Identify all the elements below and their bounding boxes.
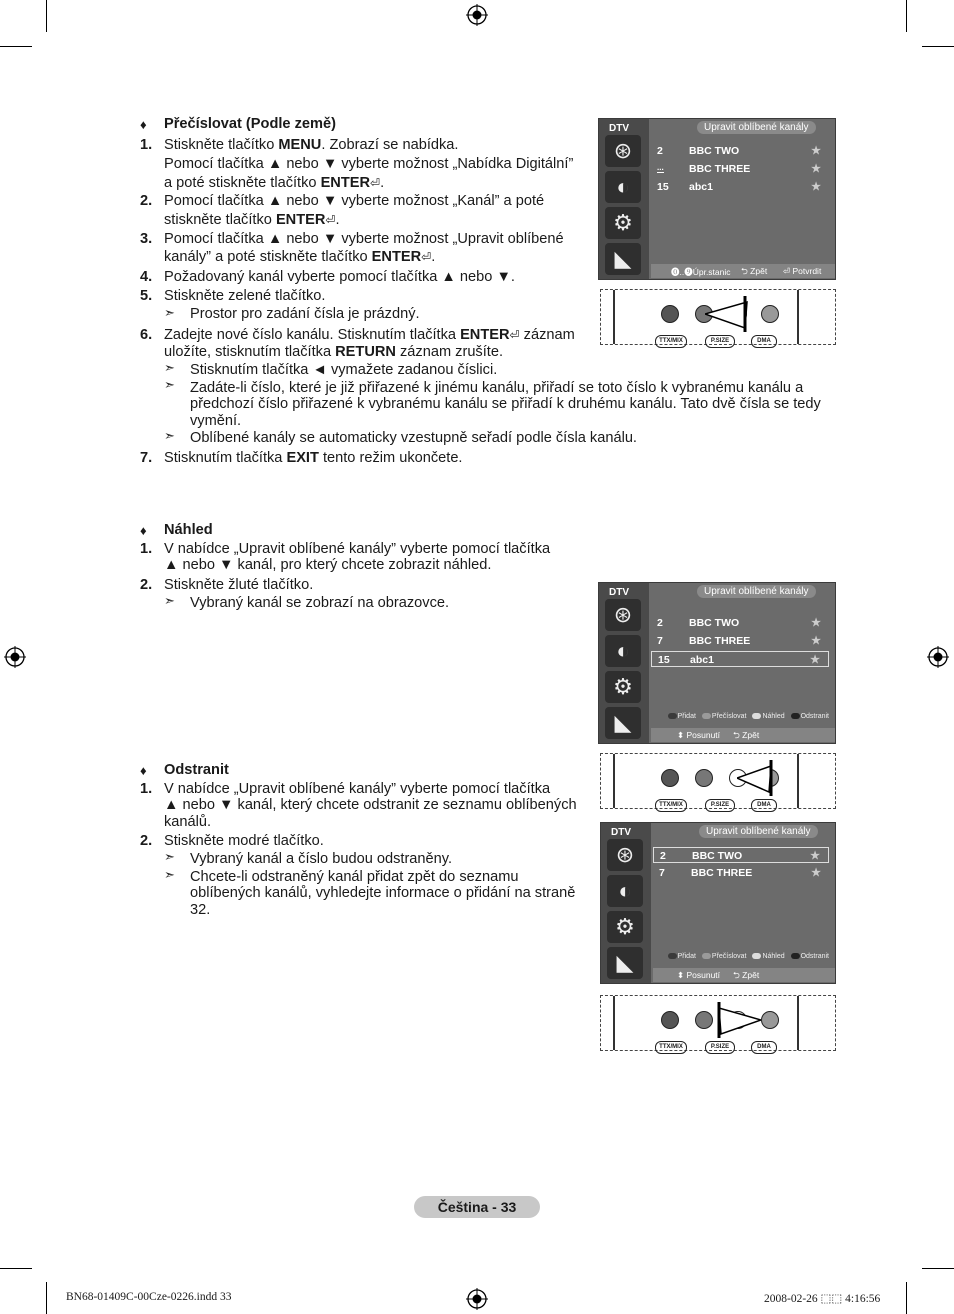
green-button[interactable] (695, 769, 713, 787)
ttx-mix-label: TTX/MIX (655, 335, 687, 348)
remote-panel-blue (600, 995, 836, 1051)
step-number: 1. (140, 781, 153, 797)
note-text: vymění. (190, 413, 242, 429)
red-button[interactable] (661, 305, 679, 323)
print-slug-date: 2008-02-26 ⬚⬚ 4:16:56 (764, 1293, 881, 1305)
tv-source-label: DTV (611, 827, 631, 838)
favorite-star-icon: ★ (811, 181, 821, 193)
step-number: 2. (140, 833, 153, 849)
blue-button[interactable] (761, 1011, 779, 1029)
registration-mark-icon (4, 646, 26, 668)
step-text: V nabídce „Upravit oblíbené kanály” vyberte pomocí tlačítka (164, 541, 551, 557)
note-text: Oblíbené kanály se automaticky vzestupně seřadí podle čísla kanálu. (190, 430, 637, 446)
channel-row[interactable]: ... BBC THREE ★ (657, 163, 821, 175)
input-icon: ◣ (607, 947, 643, 979)
print-slug-file: BN68-01409C-00Cze-0226.indd 33 (66, 1291, 232, 1303)
satellite-icon: ⊛ (605, 599, 641, 631)
crop-mark (0, 46, 32, 47)
bullet-icon: ♦ (140, 523, 147, 538)
dma-label: DMA (751, 1041, 777, 1054)
red-button[interactable] (661, 1011, 679, 1029)
crop-mark (922, 1268, 954, 1269)
step-text: Požadovaný kanál vyberte pomocí tlačítka ▲ nebo ▼. (164, 269, 515, 285)
note-text: oblíbených kanálů, vyhledejte informace o přidání na straně (190, 885, 576, 901)
input-icon: ◣ (605, 243, 641, 275)
tv-source-label: DTV (609, 123, 629, 134)
step-number: 1. (140, 137, 153, 153)
channel-row[interactable]: 2 BBC TWO ★ (657, 617, 821, 629)
step-number: 1. (140, 541, 153, 557)
psize-label: P.SIZE (705, 1041, 735, 1054)
registration-mark-icon (466, 1288, 488, 1310)
tv-source-label: DTV (609, 587, 629, 598)
ttx-mix-label: TTX/MIX (655, 799, 687, 812)
remote-panel-green (600, 289, 836, 345)
section-heading-delete: Odstranit (164, 762, 229, 778)
picture-icon: ◐ (607, 875, 643, 907)
tv-footer-bar (651, 264, 835, 278)
step-text: Pomocí tlačítka ▲ nebo ▼ vyberte možnost „Upravit oblíbené (164, 231, 564, 247)
tv-screen-preview (598, 582, 836, 744)
crop-mark (922, 46, 954, 47)
note-text: Zadáte-li číslo, které je již přiřazené k jinému kanálu, přiřadí se toto číslo k vybranému kanálu a (190, 380, 804, 396)
tv-screen-renumber (598, 118, 836, 280)
step-number: 7. (140, 450, 153, 466)
note-text: Vybraný kanál se zobrazí na obrazovce. (190, 595, 450, 611)
note-text: Stisknutím tlačítka ◄ vymažete zadanou číslici. (190, 362, 498, 378)
crop-mark (46, 1282, 47, 1314)
tv-screen-delete (600, 822, 836, 984)
tv-menu-title: Upravit oblíbené kanály (699, 825, 818, 838)
tv-menu-title: Upravit oblíbené kanály (697, 585, 816, 598)
step-text: kanály” a poté stiskněte tlačítko ENTER⏎. (164, 249, 436, 265)
favorite-star-icon: ★ (811, 617, 821, 629)
registration-mark-icon (927, 646, 949, 668)
satellite-icon: ⊛ (605, 135, 641, 167)
step-text: Stiskněte žluté tlačítko. (164, 577, 314, 593)
page-number-badge: Čeština - 33 (414, 1196, 540, 1218)
move-hint: ⬍ Posunutí (677, 730, 721, 740)
back-hint: ⮌ Zpět (733, 730, 760, 740)
step-number: 6. (140, 327, 153, 343)
note-arrow-icon: ➣ (164, 593, 175, 608)
note-text: Prostor pro zadání čísla je prázdný. (190, 306, 420, 322)
step-text: Stiskněte tlačítko MENU. Zobrazí se nabídka. (164, 137, 459, 153)
step-text: ▲ nebo ▼ kanál, který chcete odstranit ze seznamu oblíbených (164, 797, 577, 813)
note-text: Vybraný kanál a číslo budou odstraněny. (190, 851, 453, 867)
step-text: Zadejte nové číslo kanálu. Stisknutím tlačítka ENTER⏎ záznam (164, 327, 575, 343)
channel-row-selected[interactable]: 2 BBC TWO ★ (653, 847, 829, 863)
color-button-legend: Přidat Přečíslovat Náhled Odstranit (651, 713, 829, 720)
tv-menu-title: Upravit oblíbené kanály (697, 121, 816, 134)
bullet-icon: ♦ (140, 763, 147, 778)
favorite-star-icon: ★ (810, 654, 820, 666)
blue-button[interactable] (761, 305, 779, 323)
note-arrow-icon: ➣ (164, 377, 175, 392)
favorite-star-icon: ★ (811, 867, 821, 879)
favorite-star-icon: ★ (811, 145, 821, 157)
crop-mark (906, 0, 907, 32)
step-text: Stiskněte modré tlačítko. (164, 833, 324, 849)
satellite-icon: ⊛ (607, 839, 643, 871)
note-text: 32. (190, 902, 211, 918)
red-button[interactable] (661, 769, 679, 787)
step-number: 3. (140, 231, 153, 247)
step-text: stiskněte tlačítko ENTER⏎. (164, 212, 340, 228)
move-hint: ⬍ Posunutí (677, 970, 721, 980)
channel-row[interactable]: 15 abc1 ★ (657, 181, 821, 193)
note-arrow-icon: ➣ (164, 428, 175, 443)
step-text: Stiskněte zelené tlačítko. (164, 288, 326, 304)
remote-panel-yellow (600, 753, 836, 809)
step-text: Pomocí tlačítka ▲ nebo ▼ vyberte možnost „Nabídka Digitální” (164, 156, 574, 172)
note-arrow-icon: ➣ (164, 849, 175, 864)
psize-label: P.SIZE (705, 799, 735, 812)
crop-mark (46, 0, 47, 32)
dma-label: DMA (751, 335, 777, 348)
input-icon: ◣ (605, 707, 641, 739)
color-button-legend: Přidat Přečíslovat Náhled Odstranit (653, 953, 829, 960)
favorite-star-icon: ★ (810, 850, 820, 862)
step-number: 2. (140, 577, 153, 593)
setup-gear-icon: ⚙ (605, 207, 641, 239)
dma-label: DMA (751, 799, 777, 812)
registration-mark-icon (466, 4, 488, 26)
note-text: Chcete-li odstraněný kanál přidat zpět do seznamu (190, 869, 519, 885)
tv-footer-bar (651, 728, 835, 742)
pointer-arrow-icon (711, 1002, 761, 1038)
setup-gear-icon: ⚙ (605, 671, 641, 703)
note-arrow-icon: ➣ (164, 305, 175, 320)
channel-row[interactable]: 2 BBC TWO ★ (657, 145, 821, 157)
pointer-arrow-icon (737, 760, 777, 796)
pointer-arrow-icon (705, 296, 753, 332)
step-text: ▲ nebo ▼ kanál, pro který chcete zobrazit náhled. (164, 557, 492, 573)
step-text: uložíte, stisknutím tlačítka RETURN záznam zrušíte. (164, 344, 504, 360)
note-text: předchozí číslo přiřazené k vybranému kanálu se přiřadí k druhému kanálu. Tato dvě čísla se tedy (190, 396, 821, 412)
favorite-star-icon: ★ (811, 163, 821, 175)
section-heading-renumber: Přečíslovat (Podle země) (164, 116, 336, 132)
bullet-icon: ♦ (140, 117, 147, 132)
setup-gear-icon: ⚙ (607, 911, 643, 943)
step-text: a poté stiskněte tlačítko ENTER⏎. (164, 175, 385, 191)
back-hint: ⮌ Zpět (741, 266, 768, 276)
tv-sidebar (599, 119, 649, 279)
step-number: 4. (140, 269, 153, 285)
picture-icon: ◐ (605, 171, 641, 203)
tv-sidebar (599, 583, 649, 743)
crop-mark (0, 1268, 32, 1269)
psize-label: P.SIZE (705, 335, 735, 348)
step-number: 2. (140, 193, 153, 209)
step-number: 5. (140, 288, 153, 304)
step-text: kanálů. (164, 814, 212, 830)
channel-row[interactable]: 7 BBC THREE ★ (657, 635, 821, 647)
tv-footer-bar (653, 968, 835, 982)
section-heading-preview: Náhled (164, 522, 213, 538)
step-text: Stisknutím tlačítka EXIT tento režim ukončete. (164, 450, 463, 466)
ttx-mix-label: TTX/MIX (655, 1041, 687, 1054)
crop-mark (906, 1282, 907, 1314)
tv-sidebar (601, 823, 651, 983)
confirm-hint: ⏎ Potvrdit (783, 266, 822, 276)
edit-channel-hint: ⓿..❾Úpr.stanic (671, 267, 731, 277)
note-arrow-icon: ➣ (164, 360, 175, 375)
picture-icon: ◐ (605, 635, 641, 667)
note-arrow-icon: ➣ (164, 867, 175, 882)
back-hint: ⮌ Zpět (733, 970, 760, 980)
step-text: Pomocí tlačítka ▲ nebo ▼ vyberte možnost „Kanál” a poté (164, 193, 545, 209)
channel-row[interactable]: 7 BBC THREE ★ (659, 867, 821, 879)
favorite-star-icon: ★ (811, 635, 821, 647)
channel-row-selected[interactable]: 15 abc1 ★ (651, 651, 829, 667)
step-text: V nabídce „Upravit oblíbené kanály” vyberte pomocí tlačítka (164, 781, 551, 797)
